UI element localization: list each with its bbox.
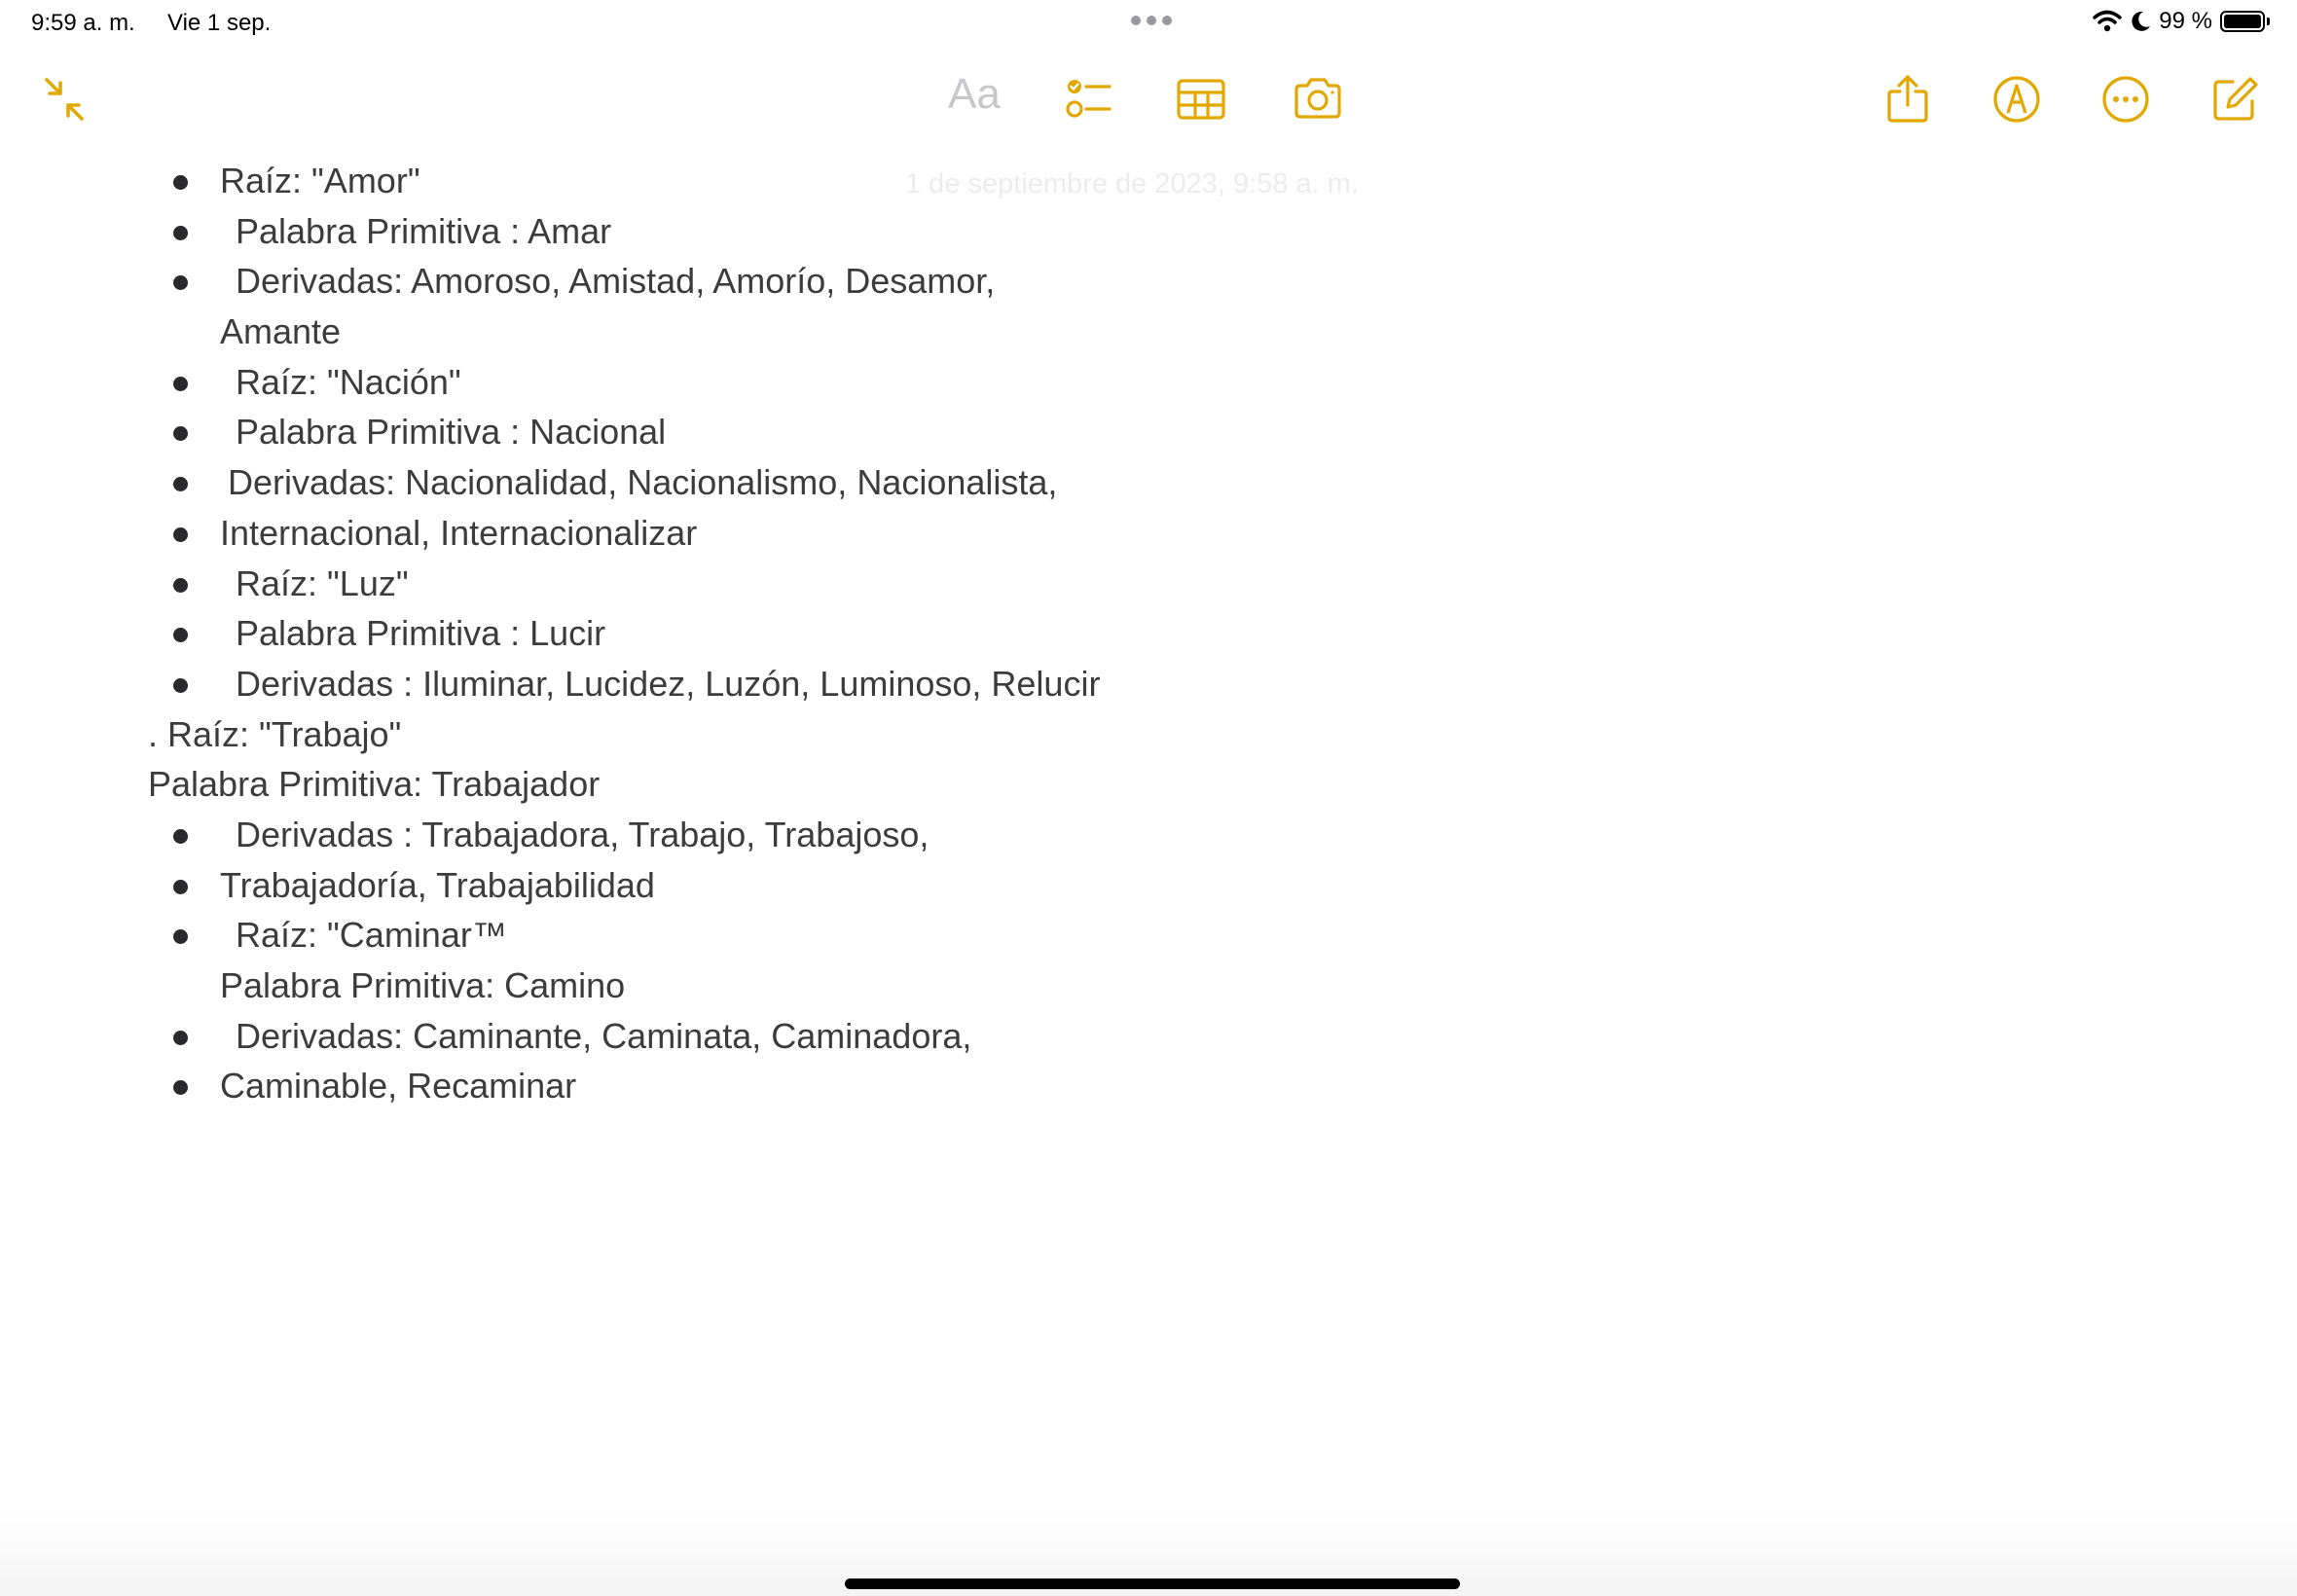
- note-line-text: Palabra Primitiva : Nacional: [236, 412, 667, 453]
- bullet-icon: [173, 880, 188, 894]
- note-line-text: Palabra Primitiva: Trabajador: [148, 764, 601, 805]
- note-line-text: Derivadas : Iluminar, Lucidez, Luzón, Luminoso, Relucir: [236, 663, 1101, 704]
- note-line[interactable]: [0, 910, 2297, 961]
- share-icon[interactable]: [1878, 70, 1937, 128]
- note-line[interactable]: [0, 659, 2297, 709]
- note-line-text: Palabra Primitiva : Lucir: [236, 613, 606, 654]
- note-line-text: Raíz: "Luz": [236, 562, 409, 603]
- more-icon[interactable]: [2096, 70, 2155, 128]
- status-bar: [0, 0, 2297, 47]
- note-line[interactable]: [0, 709, 2297, 760]
- note-line-text: Derivadas: Amoroso, Amistad, Amorío, Desamor,: [236, 261, 996, 302]
- note-line-text: Amante: [220, 311, 342, 352]
- compose-icon[interactable]: [2206, 70, 2264, 128]
- bullet-icon: [173, 477, 188, 491]
- bullet-icon: [173, 829, 188, 844]
- note-line-text: Trabajadoría, Trabajabilidad: [220, 864, 655, 905]
- note-line-text: . Raíz: "Trabajo": [148, 713, 402, 754]
- note-line-text: Internacional, Internacionalizar: [220, 512, 698, 553]
- note-line[interactable]: [0, 559, 2297, 609]
- note-line-text: Derivadas : Trabajadora, Trabajo, Trabajoso,: [236, 814, 930, 854]
- battery-icon: [2220, 11, 2265, 32]
- note-line[interactable]: [0, 1061, 2297, 1111]
- note-line[interactable]: [0, 407, 2297, 457]
- status-time: 9:59 a. m.: [31, 10, 135, 36]
- table-icon[interactable]: [1172, 70, 1230, 128]
- bullet-icon: [173, 929, 188, 944]
- bullet-icon: [173, 578, 188, 593]
- wifi-icon: [2093, 10, 2122, 33]
- note-line[interactable]: [0, 206, 2297, 257]
- note-line[interactable]: [0, 307, 2297, 357]
- note-body[interactable]: [0, 156, 2297, 1111]
- bullet-icon: [173, 628, 188, 642]
- note-line[interactable]: [0, 1011, 2297, 1062]
- camera-icon[interactable]: [1289, 70, 1347, 128]
- note-timestamp: 1 de septiembre de 2023, 9:58 a. m.: [905, 168, 1359, 200]
- note-line[interactable]: [0, 357, 2297, 408]
- bullet-icon: [173, 678, 188, 693]
- home-indicator[interactable]: [845, 1578, 1460, 1589]
- note-line-text: Raíz: "Amor": [220, 161, 420, 200]
- battery-percent: 99 %: [2159, 8, 2212, 34]
- bullet-icon: [173, 377, 188, 391]
- note-line[interactable]: [0, 508, 2297, 559]
- note-line-text: Raíz: "Caminar™: [236, 915, 507, 956]
- moon-icon: [2130, 10, 2151, 33]
- note-line-text: Raíz: "Nación": [236, 361, 461, 402]
- markup-icon[interactable]: [1987, 70, 2046, 128]
- note-line[interactable]: [0, 860, 2297, 911]
- note-line-text: Palabra Primitiva : Amar: [236, 210, 612, 251]
- battery-fill: [2224, 15, 2261, 28]
- note-line[interactable]: [0, 961, 2297, 1011]
- note-line[interactable]: [0, 810, 2297, 860]
- battery-tip: [2267, 18, 2270, 25]
- note-line[interactable]: [0, 457, 2297, 508]
- collapse-icon[interactable]: [35, 70, 93, 128]
- note-line-text: Palabra Primitiva: Camino: [220, 965, 626, 1005]
- multitasking-dots-icon[interactable]: [1131, 16, 1172, 25]
- note-line[interactable]: [0, 759, 2297, 810]
- note-line[interactable]: [0, 256, 2297, 307]
- note-line-text: Derivadas: Caminante, Caminata, Caminadora,: [236, 1015, 972, 1056]
- bullet-icon: [173, 1080, 188, 1095]
- note-line[interactable]: [0, 608, 2297, 659]
- checklist-icon[interactable]: [1061, 70, 1119, 128]
- bullet-icon: [173, 175, 188, 190]
- status-date: Vie 1 sep.: [167, 10, 272, 36]
- status-indicators: [2093, 8, 2270, 35]
- bullet-icon: [173, 226, 188, 240]
- note-line-text: Caminable, Recaminar: [220, 1066, 577, 1106]
- format-text-button[interactable]: Aa: [948, 70, 1001, 118]
- bullet-icon: [173, 426, 188, 441]
- bullet-icon: [173, 527, 188, 542]
- bullet-icon: [173, 275, 188, 290]
- note-line[interactable]: [0, 156, 2297, 206]
- note-line-text: Derivadas: Nacionalidad, Nacionalismo, Nacionalista,: [228, 462, 1058, 503]
- bullet-icon: [173, 1031, 188, 1045]
